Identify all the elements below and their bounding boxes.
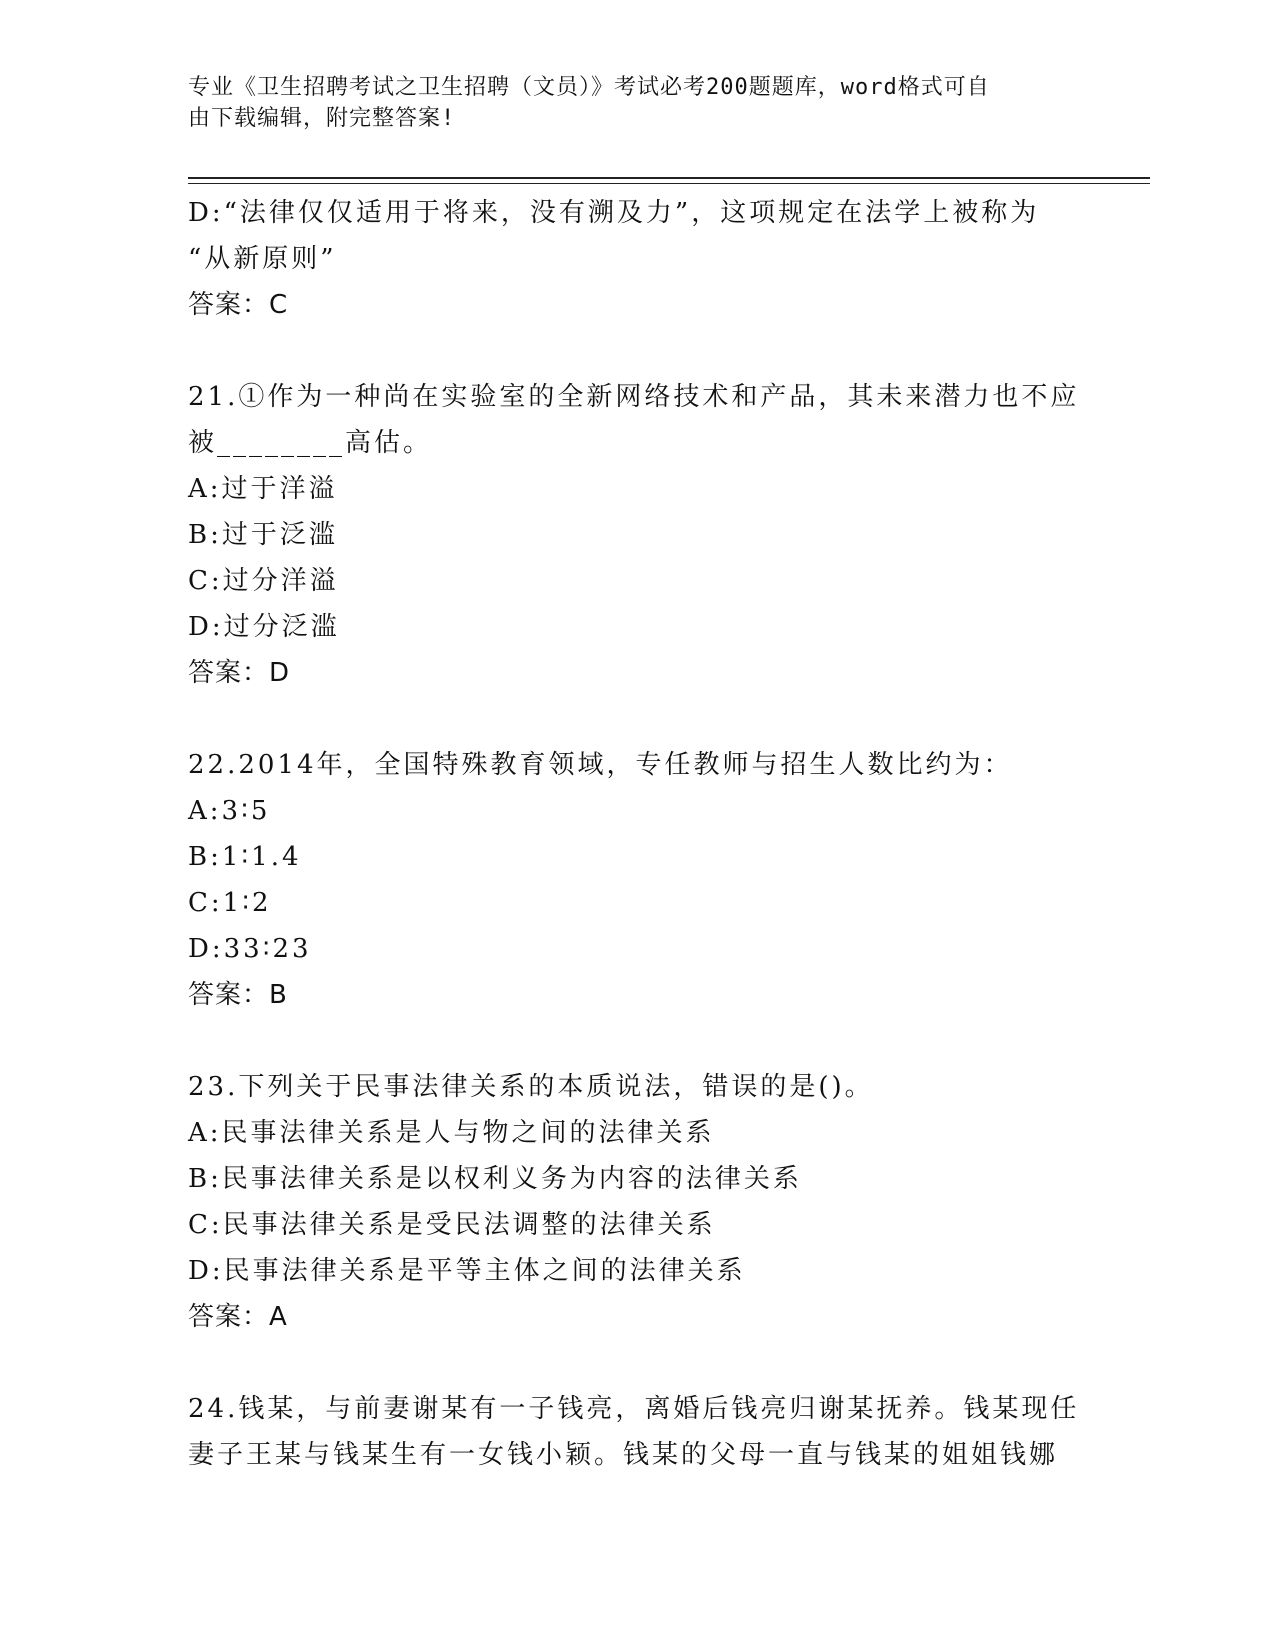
header-rule-thin	[188, 183, 1150, 184]
document-header	[188, 72, 1068, 134]
option-b: B:过于泛滥	[188, 520, 338, 550]
question-23	[188, 1064, 1088, 1340]
option-a: A:民事法律关系是人与物之间的法律关系	[188, 1118, 715, 1148]
header-line-1: 专业《卫生招聘考试之卫生招聘（文员）》考试必考200题题库，word格式可自	[188, 75, 990, 100]
spacer	[188, 1340, 1088, 1386]
header-rule-thick	[188, 177, 1150, 179]
question-stem-continued: 妻子王某与钱某生有一女钱小颖。钱某的父母一直与钱某的姐姐钱娜	[188, 1440, 1059, 1470]
option-c: C:过分洋溢	[188, 566, 339, 596]
spacer	[188, 696, 1088, 742]
question-21	[188, 374, 1088, 696]
question-stem: 21.①作为一种尚在实验室的全新网络技术和产品，其未来潜力也不应	[188, 382, 1080, 412]
option-d: D:“法律仅仅适用于将来，没有溯及力”，这项规定在法学上被称为	[188, 198, 1040, 228]
question-stem: 24.钱某，与前妻谢某有一子钱亮，离婚后钱亮归谢某抚养。钱某现任	[188, 1394, 1080, 1424]
header-line-2: 由下载编辑，附完整答案!	[188, 106, 456, 131]
option-a: A:过于洋溢	[188, 474, 338, 504]
option-c: C:民事法律关系是受民法调整的法律关系	[188, 1210, 716, 1240]
option-b: B:民事法律关系是以权利义务为内容的法律关系	[188, 1164, 802, 1194]
option-c: C:1∶2	[188, 888, 272, 918]
option-b: B:1∶1.4	[188, 842, 302, 872]
answer-line: 答案：C	[188, 290, 289, 320]
answer-line: 答案：A	[188, 1302, 288, 1332]
question-24	[188, 1386, 1088, 1478]
answer-line: 答案：B	[188, 980, 288, 1010]
question-stem-continued: 被________高估。	[188, 428, 433, 458]
spacer	[188, 1018, 1088, 1064]
answer-line: 答案：D	[188, 658, 291, 688]
option-d: D:过分泛滥	[188, 612, 340, 642]
question-stem: 22.2014年，全国特殊教育领域，专任教师与招生人数比约为：	[188, 750, 1013, 780]
option-a: A:3∶5	[188, 796, 271, 826]
question-20-continued	[188, 190, 1088, 328]
spacer	[188, 328, 1088, 374]
question-22	[188, 742, 1088, 1018]
option-d: D:民事法律关系是平等主体之间的法律关系	[188, 1256, 746, 1286]
option-d-continued: “从新原则”	[188, 244, 337, 274]
question-list	[188, 190, 1088, 1478]
question-stem: 23.下列关于民事法律关系的本质说法，错误的是()。	[188, 1072, 874, 1102]
option-d: D:33∶23	[188, 934, 312, 964]
